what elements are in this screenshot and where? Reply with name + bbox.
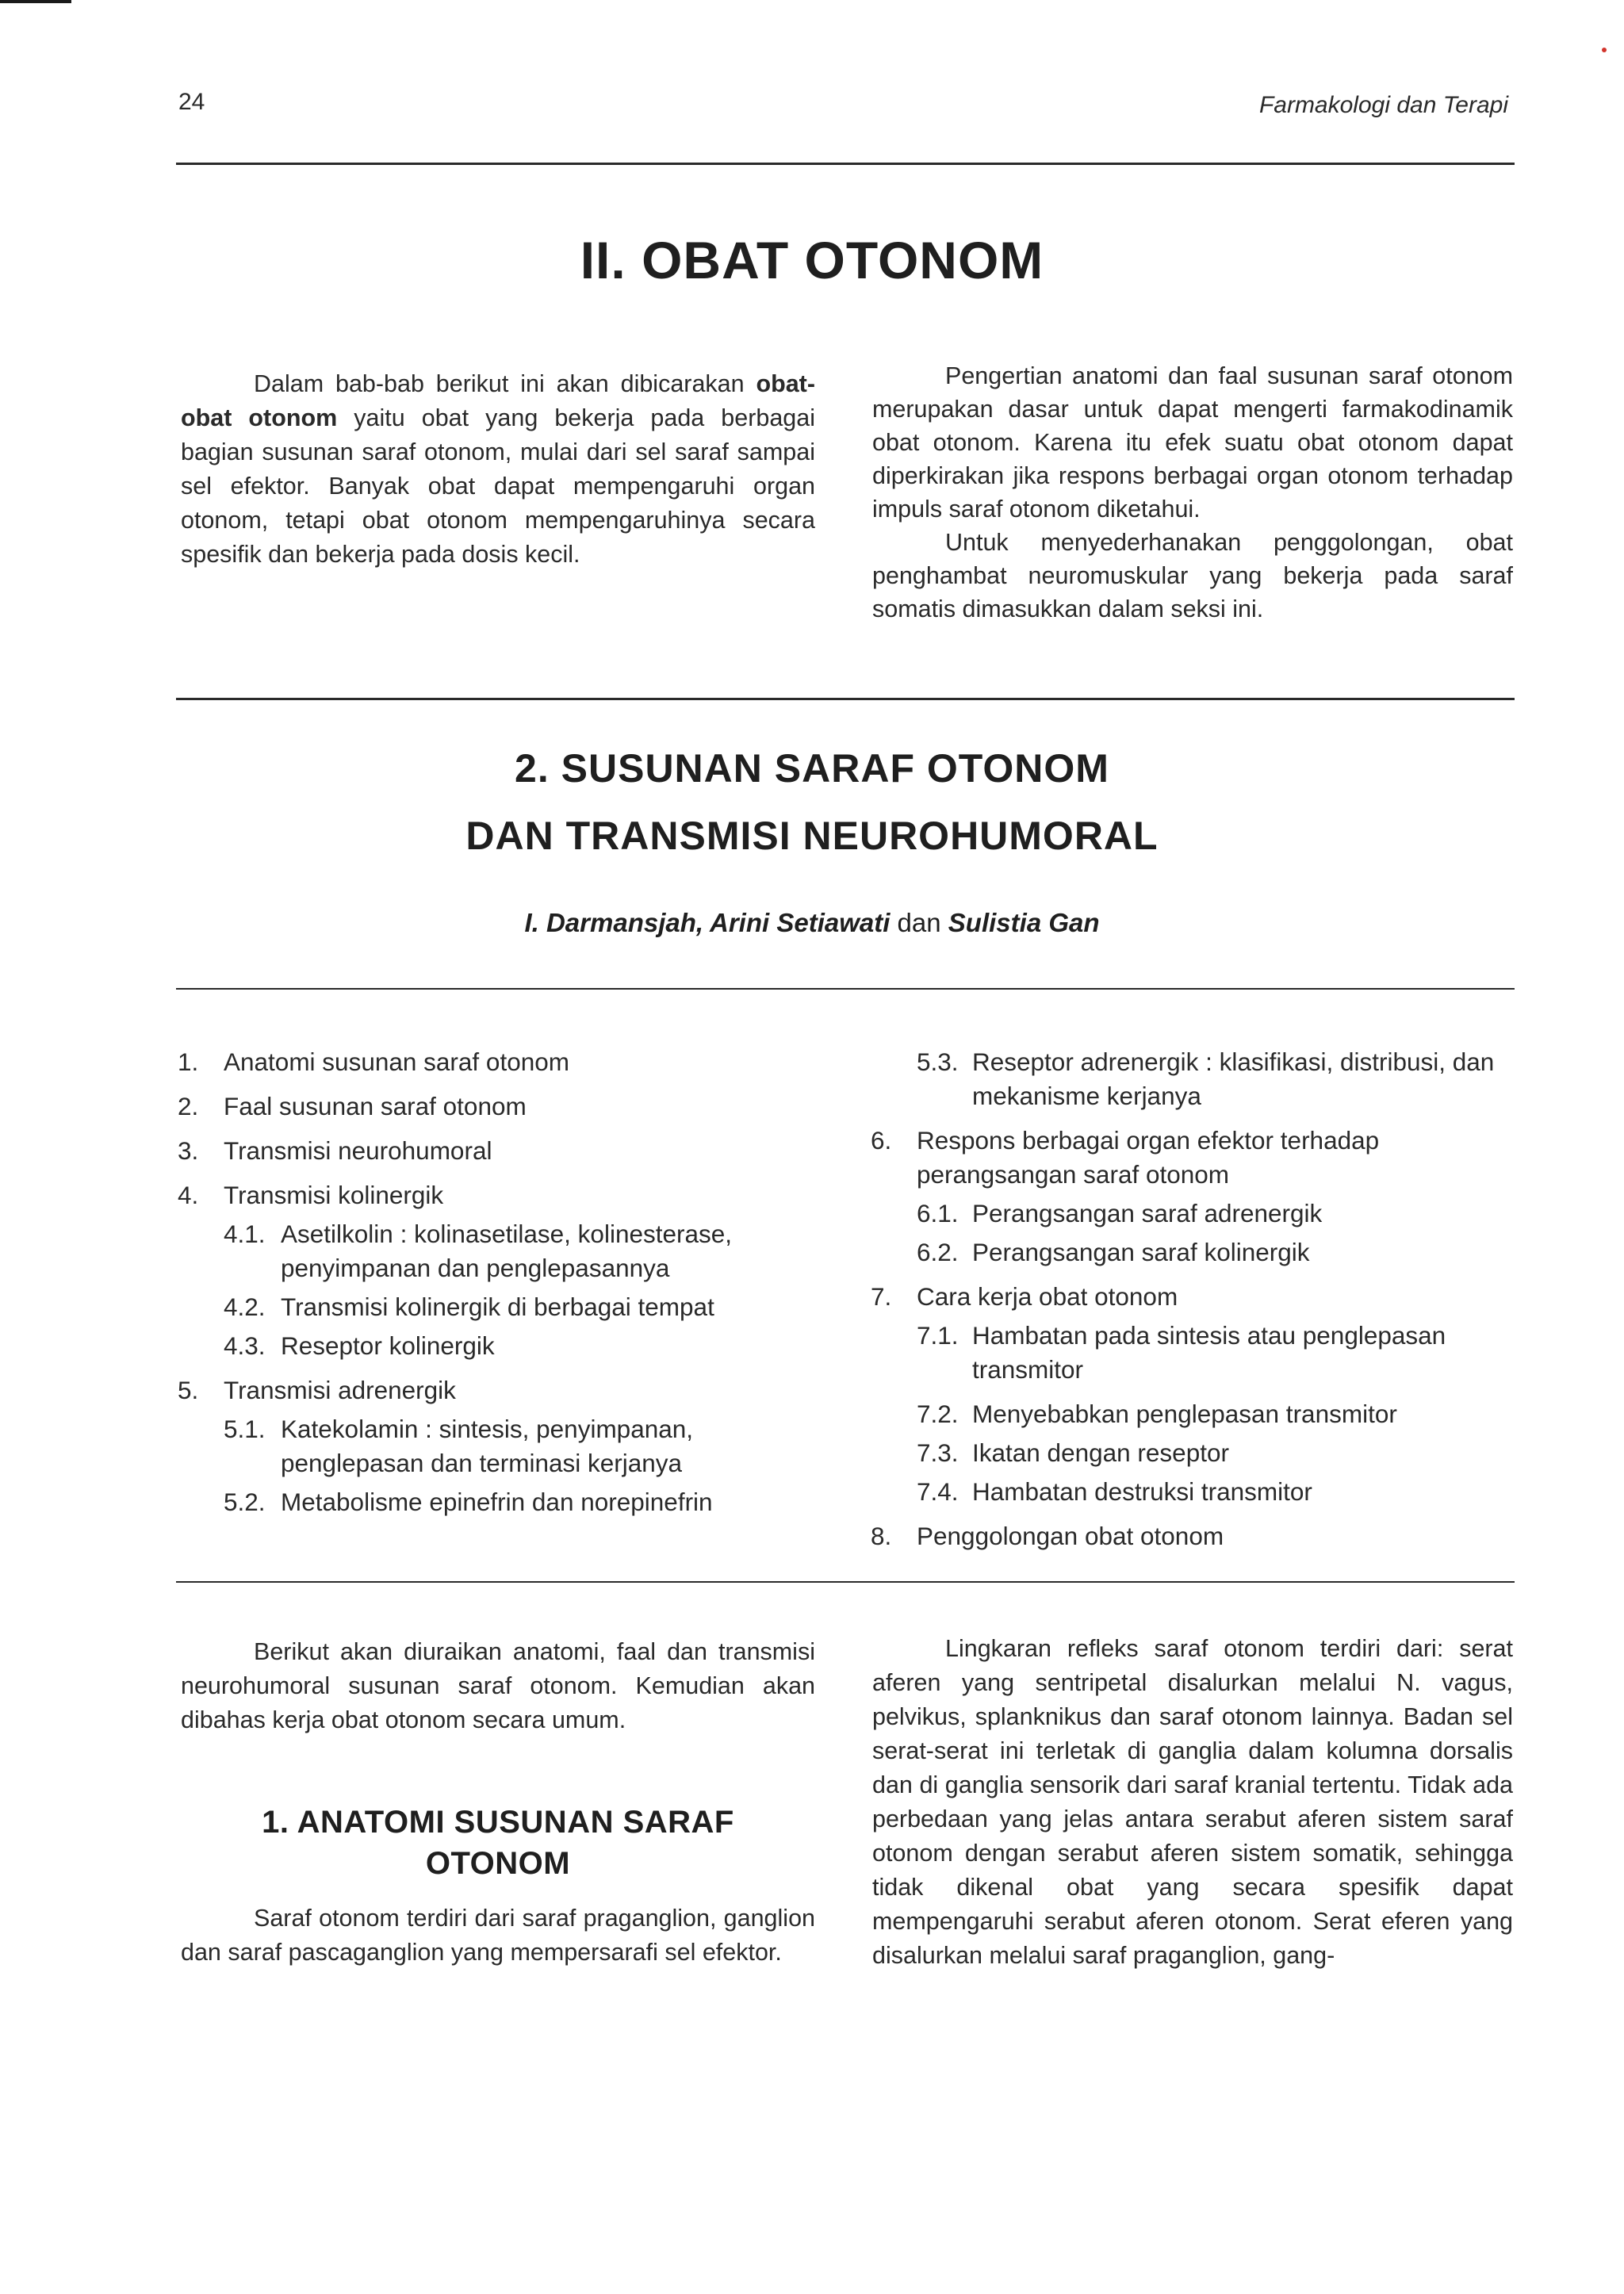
toc-rule-bottom: [176, 1581, 1515, 1583]
toc-number: 4.: [178, 1181, 199, 1209]
toc-text: Transmisi neurohumoral: [224, 1136, 492, 1165]
toc-left-column: [178, 1045, 812, 1524]
toc-text: Reseptor adrenergik : klasifikasi, distribusi, dan mekanisme kerjanya: [972, 1047, 1495, 1110]
toc-item: [871, 1519, 1521, 1553]
page-number: 24: [178, 89, 205, 115]
toc-text: Reseptor kolinergik: [281, 1331, 495, 1360]
toc-number: 4.2.: [224, 1293, 266, 1321]
toc-text: Faal susunan saraf otonom: [224, 1092, 527, 1120]
toc-text: Hambatan pada sintesis atau penglepasan transmitor: [972, 1321, 1446, 1384]
toc-text: Transmisi adrenergik: [224, 1376, 456, 1404]
toc-number: 7.: [871, 1282, 892, 1311]
toc-item: [871, 1124, 1521, 1192]
toc-number: 6.2.: [917, 1238, 959, 1266]
toc-subitem: [871, 1197, 1521, 1231]
running-title: Farmakologi dan Terapi: [1258, 92, 1508, 118]
toc-text: Menyebabkan penglepasan transmitor: [972, 1400, 1397, 1428]
body-right-column: [872, 1632, 1513, 1973]
toc-number: 5.3.: [917, 1047, 959, 1076]
toc-item: [871, 1280, 1521, 1314]
header-rule: [176, 163, 1515, 165]
body-left-paragraph-2: Saraf otonom terdiri dari saraf praganglion, ganglion dan saraf pascaganglion yang mempersarafi sel efektor.: [181, 1905, 815, 1966]
toc-subitem: [871, 1436, 1521, 1470]
toc-text: Cara kerja obat otonom: [917, 1282, 1178, 1311]
toc-text: Perangsangan saraf adrenergik: [972, 1199, 1323, 1227]
authors-primary: I. Darmansjah, Arini Setiawati: [524, 908, 891, 937]
toc-number: 6.1.: [917, 1199, 959, 1227]
subheading-line-1: 1. ANATOMI SUSUNAN SARAF: [262, 1805, 734, 1840]
toc-rule-top: [176, 988, 1515, 990]
authors-secondary: Sulistia Gan: [948, 908, 1100, 937]
toc-number: 1.: [178, 1047, 199, 1076]
scan-edge-mark: [0, 0, 71, 3]
body-left-intro: [181, 1635, 815, 1737]
toc-subitem: [871, 1475, 1521, 1509]
toc-text: Hambatan destruksi transmitor: [972, 1477, 1312, 1506]
toc-item: [178, 1045, 812, 1079]
toc-subitem: [871, 1319, 1521, 1387]
toc-subitem: [178, 1217, 812, 1285]
body-left-anatomy: [181, 1901, 815, 1970]
toc-number: 7.4.: [917, 1477, 959, 1506]
toc-subitem: [871, 1045, 1521, 1113]
toc-item: [178, 1134, 812, 1168]
toc-number: 6.: [871, 1126, 892, 1155]
toc-text: Anatomi susunan saraf otonom: [224, 1047, 570, 1076]
body-right-paragraph: Lingkaran refleks saraf otonom terdiri dari: serat aferen yang sentripetal disalurkan melalui N. vagus, pelvikus, splanknikus dan saraf otonom lainnya. Badan sel serat-serat ini terletak di ganglia dalam kolumna dorsalis dan di ganglia sensorik dari saraf kranial tertentu. Tidak ada perbedaan yang jelas antara serabut aferen sistem saraf otonom dengan serabut aferen sistem somatik, sehingga tidak dikenal obat yang secara spesifik dapat mempengaruhi serabut aferen otonom. Serat eferen yang disalurkan melalui saraf praganglion, gang-: [872, 1635, 1513, 1969]
toc-right-column: [871, 1045, 1521, 1564]
toc-item: [178, 1090, 812, 1124]
toc-number: 5.1.: [224, 1415, 266, 1443]
toc-number: 7.1.: [917, 1321, 959, 1350]
toc-text: Penggolongan obat otonom: [917, 1522, 1224, 1550]
toc-subitem: [178, 1329, 812, 1363]
toc-number: 7.2.: [917, 1400, 959, 1428]
toc-subitem: [871, 1235, 1521, 1270]
intro-left-column: [181, 367, 815, 572]
toc-subitem: [178, 1290, 812, 1324]
section-title-line-2: DAN TRANSMISI NEUROHUMORAL: [465, 814, 1159, 858]
section-rule-top: [176, 698, 1515, 700]
toc-number: 8.: [871, 1522, 892, 1550]
toc-number: 7.3.: [917, 1438, 959, 1467]
toc-number: 4.3.: [224, 1331, 266, 1360]
intro-right-paragraph-2: Untuk menyederhanakan penggolongan, obat penghambat neuromuskular yang bekerja pada saraf somatis dimasukkan dalam seksi ini.: [872, 529, 1513, 622]
intro-left-bold: obat-obat otonom: [181, 370, 815, 431]
toc-subitem: [178, 1485, 812, 1519]
toc-number: 2.: [178, 1092, 199, 1120]
toc-item: [178, 1178, 812, 1212]
toc-number: 3.: [178, 1136, 199, 1165]
toc-text: Transmisi kolinergik: [224, 1181, 444, 1209]
toc-number: 4.1.: [224, 1220, 266, 1248]
toc-number: 5.2.: [224, 1488, 266, 1516]
toc-text: Respons berbagai organ efektor terhadap perangsangan saraf otonom: [917, 1126, 1380, 1189]
subheading-line-2: OTONOM: [425, 1846, 571, 1881]
toc-text: Ikatan dengan reseptor: [972, 1438, 1229, 1467]
authors-conjunction: dan: [890, 908, 948, 937]
toc-subitem: [178, 1412, 812, 1480]
intro-right-paragraph-1: Pengertian anatomi dan faal susunan saraf otonom merupakan dasar untuk dapat mengerti farmakodinamik obat otonom. Karena itu efek suatu obat otonom dapat diperkirakan jika respons berbagai organ otonom terhadap impuls saraf otonom diketahui.: [872, 362, 1513, 523]
toc-text: Metabolisme epinefrin dan norepinefrin: [281, 1488, 713, 1516]
toc-text: Transmisi kolinergik di berbagai tempat: [281, 1293, 714, 1321]
toc-text: Perangsangan saraf kolinergik: [972, 1238, 1310, 1266]
toc-item: [178, 1373, 812, 1407]
intro-left-pre: Dalam bab-bab berikut ini akan dibicarakan: [254, 370, 756, 397]
intro-right-column: [872, 359, 1513, 626]
intro-left-post: yaitu obat yang bekerja pada berbagai bagian susunan saraf otonom, mulai dari sel saraf sampai sel efektor. Banyak obat dapat mempengaruhi organ otonom, tetapi obat otonom mempengaruhinya secara spesifik dan bekerja pada dosis kecil.: [181, 404, 815, 568]
chapter-title: II. OBAT OTONOM: [580, 231, 1044, 289]
toc-text: Asetilkolin : kolinasetilase, kolinesterase, penyimpanan dan penglepasannya: [281, 1220, 733, 1282]
toc-subitem: [871, 1397, 1521, 1431]
toc-number: 5.: [178, 1376, 199, 1404]
intro-left-paragraph: [181, 367, 815, 572]
section-authors: [0, 908, 1624, 938]
toc-text: Katekolamin : sintesis, penyimpanan, penglepasan dan terminasi kerjanya: [281, 1415, 694, 1477]
section-title-line-1: 2. SUSUNAN SARAF OTONOM: [515, 746, 1109, 791]
scan-dot: [1602, 48, 1607, 52]
body-left-paragraph-1: Berikut akan diuraikan anatomi, faal dan transmisi neurohumoral susunan saraf otonom. Kemudian akan dibahas kerja obat otonom secara umum.: [181, 1638, 815, 1733]
